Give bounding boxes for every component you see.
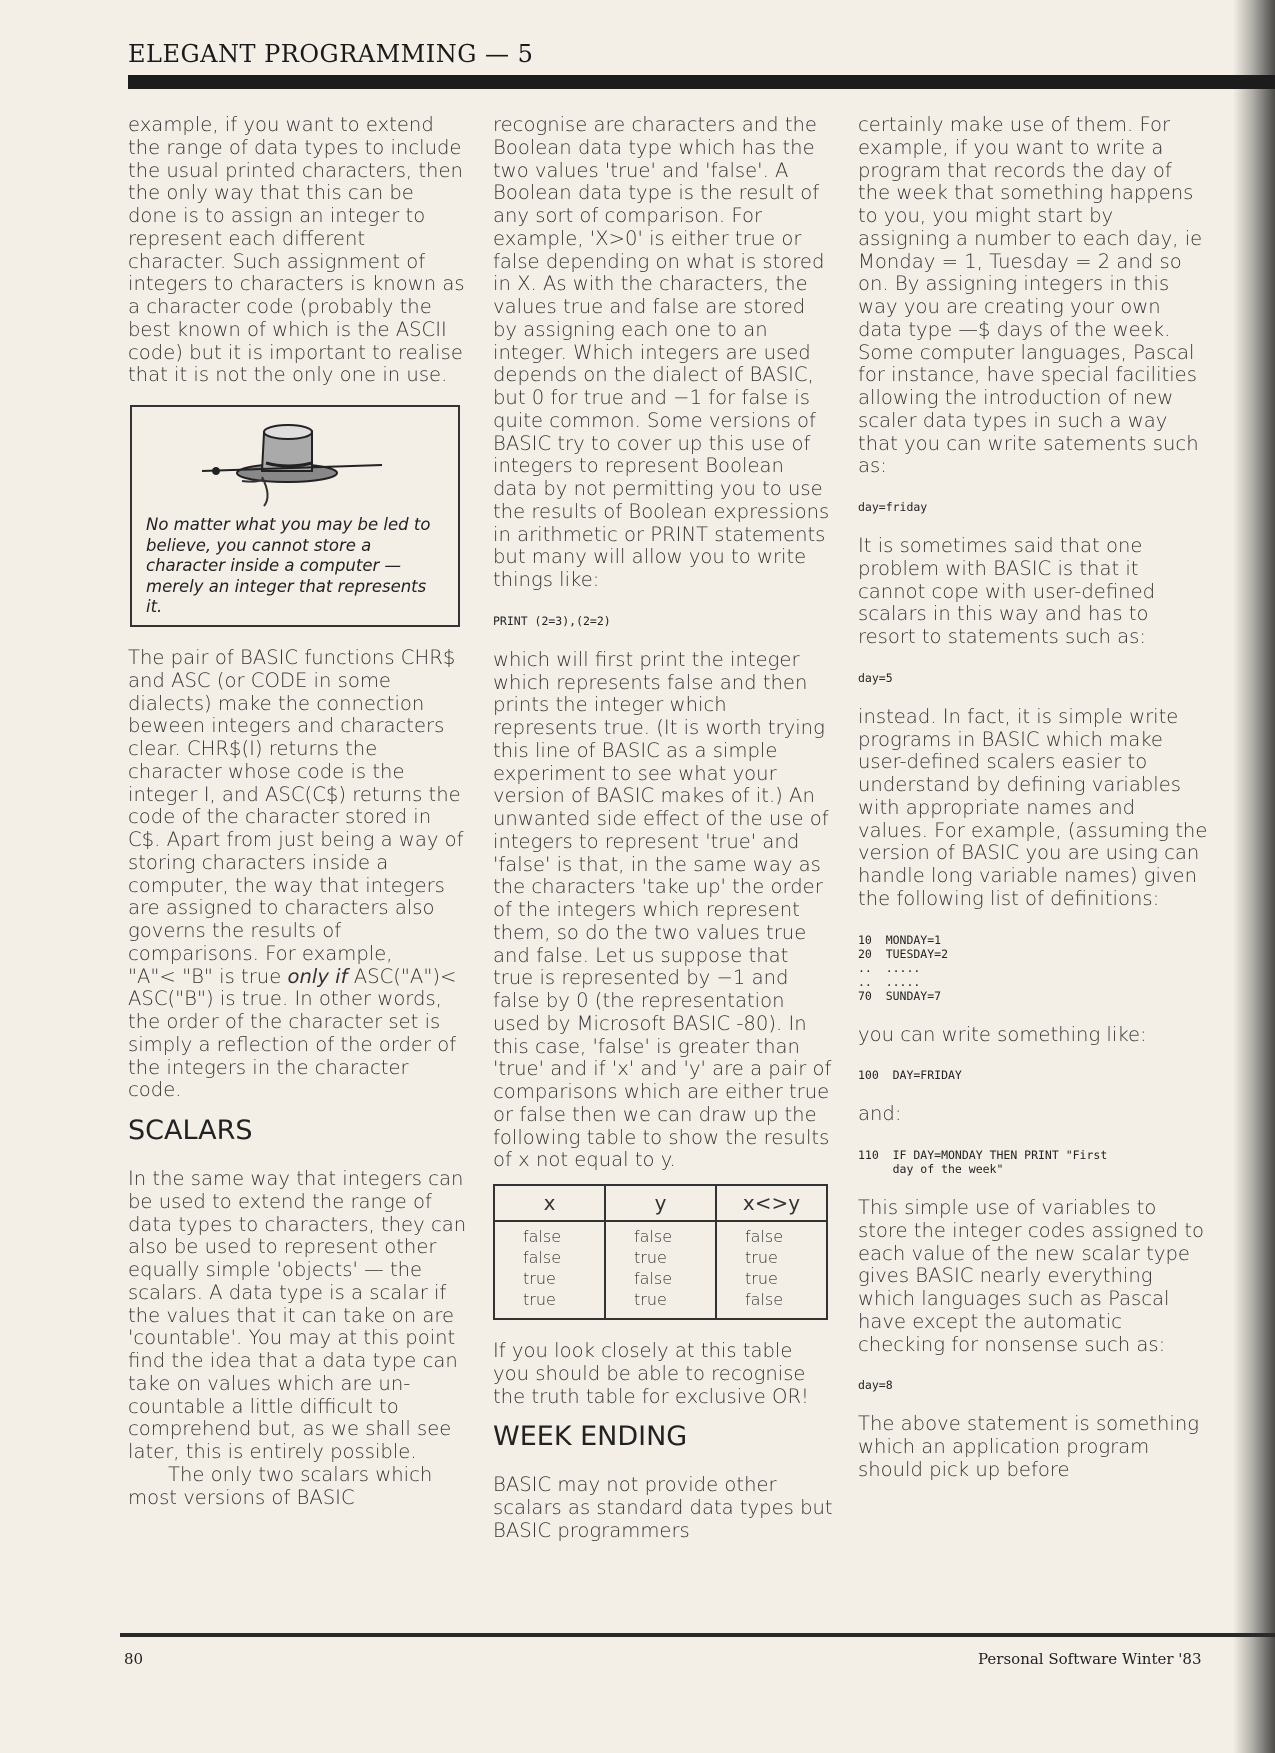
code-day-definitions: 10 MONDAY=1 20 TUESDAY=2 .. ..... .. ..... 70 SUNDAY=7 bbox=[858, 932, 949, 1003]
table-cell: true bbox=[716, 1247, 827, 1268]
code-day-friday: day=friday bbox=[858, 500, 928, 514]
truth-table bbox=[493, 1184, 828, 1320]
callout-box bbox=[130, 405, 460, 627]
column-1 bbox=[128, 114, 468, 1509]
truth-table-header-xor: x<>y bbox=[716, 1185, 827, 1221]
table-cell: false bbox=[605, 1221, 716, 1247]
table-cell: false bbox=[605, 1268, 716, 1289]
heading-week-ending: WEEK ENDING bbox=[493, 1421, 688, 1453]
comparison-example-a: "A"< "B" is true bbox=[128, 964, 288, 988]
table-cell: false bbox=[494, 1221, 605, 1247]
header-rule bbox=[128, 75, 1275, 89]
col3-paragraph-5: and: bbox=[858, 1102, 902, 1126]
table-cell: true bbox=[716, 1268, 827, 1289]
truth-table-header-x: x bbox=[494, 1185, 605, 1221]
col3-paragraph-3: instead. In fact, it is simple write programs in BASIC which make user-defined scalers easier to understand by defining variables with appropriate names and values. For example, (assuming the version of BASIC you are using can handle long variable names) given the following list of definitions: bbox=[858, 704, 1208, 910]
code-print-comparison: PRINT (2=3),(2=2) bbox=[493, 613, 611, 628]
table-cell: true bbox=[494, 1289, 605, 1319]
col3-paragraph-7: The above statement is something which an application program should pick up before bbox=[858, 1412, 1200, 1481]
col1-paragraph-3: In the same way that integers can be used to extend the range of data types to characters, they can also be used to represent other equally simple 'objects' — the scalars. A data type is a scalar if the values that it can take on are 'countable'. You may at this point find the idea that a data type can take on values which are un-countable a little difficult to comprehend but, as we shall see later, this is entirely possible. bbox=[128, 1167, 467, 1463]
col2-paragraph-3: If you look closely at this table you should be able to recognise the truth table for exclusive OR! bbox=[493, 1339, 809, 1408]
col1-paragraph-2: The pair of BASIC functions CHR$ and ASC (or CODE in some dialects) make the connection beween integers and characters clear. CHR$(I) returns the character whose code is the integer I, and ASC(C$) returns the code of the character stored in C$. Apart from just being a way of storing characters inside a computer, the way that integers are assigned to characters also governs the results of comparisons. For example, bbox=[128, 646, 464, 965]
code-day-friday-assign: 100 DAY=FRIDAY bbox=[858, 1068, 962, 1083]
comparison-example-b: ASC("A")< ASC("B") is true. In other words, the order of the character set is simply a reflection of the order of the integers in the character code. bbox=[128, 964, 457, 1102]
callout-caption: No matter what you may be led to believe, you cannot store a character inside a computer — merely an integer that represents it. bbox=[146, 515, 431, 616]
hat-illustration-icon bbox=[202, 411, 382, 511]
code-if-monday: 110 IF DAY=MONDAY THEN PRINT "First day of the week" bbox=[858, 1148, 1108, 1176]
truth-table-header bbox=[494, 1185, 827, 1221]
code-day-5: day=5 bbox=[858, 670, 893, 685]
table-cell: false bbox=[716, 1221, 827, 1247]
table-row bbox=[494, 1247, 827, 1268]
table-cell: false bbox=[494, 1247, 605, 1268]
col1-paragraph-2-example bbox=[128, 966, 468, 1103]
truth-table-header-y: y bbox=[605, 1185, 716, 1221]
col1-paragraph-4: The only two scalars which most versions of BASIC bbox=[128, 1462, 433, 1509]
col2-paragraph-1: recognise are characters and the Boolean data type which has the two values 'true' and 'false'. A Boolean data type is the result of any sort of comparison. For example, 'X>0' is either true or false depending on what is stored in X. As with the characters, the values true and false are stored by assigning each one to an integer. Which integers are used depends on the dialect of BASIC, but 0 for true and −1 for false is quite common. Some versions of BASIC try to cover up this use of integers to represent Boolean data by not permitting you to use the results of Boolean expressions in arithmetic or PRINT statements but many will allow you to write things like: bbox=[493, 113, 830, 591]
table-cell: true bbox=[605, 1289, 716, 1319]
table-cell: true bbox=[605, 1247, 716, 1268]
only-if-emphasis: only if bbox=[287, 964, 348, 988]
table-row bbox=[494, 1221, 827, 1247]
column-3 bbox=[858, 114, 1208, 1482]
column-2 bbox=[493, 114, 833, 1543]
col3-paragraph-1: certainly make use of them. For example, if you want to write a program that records the day of the week that something happens to you, you might start by assigning a number to each day, ie Monday = 1, Tuesday = 2 and so on. By assigning integers in this way you are creating your own data type —$ days of the week. Some computer languages, Pascal for instance, have special facilities allowing the introduction of new scaler data types in such a way that you can write satements such as: bbox=[858, 113, 1203, 478]
footer-rule bbox=[120, 1633, 1275, 1637]
page-number: 80 bbox=[124, 1650, 144, 1668]
col3-paragraph-4: you can write something like: bbox=[858, 1022, 1147, 1046]
publication-name: Personal Software Winter '83 bbox=[978, 1650, 1202, 1668]
page-edge-shadow bbox=[1233, 0, 1275, 1753]
col3-paragraph-6: This simple use of variables to store the integer codes assigned to each value of the new scalar type gives BASIC nearly everything which languages such as Pascal have except the automatic checking for nonsense such as: bbox=[858, 1196, 1204, 1356]
running-header-title: ELEGANT PROGRAMMING — 5 bbox=[128, 40, 534, 68]
code-day-8: day=8 bbox=[858, 1378, 893, 1393]
table-cell: true bbox=[494, 1268, 605, 1289]
col2-paragraph-4: BASIC may not provide other scalars as standard data types but BASIC programmers bbox=[493, 1473, 833, 1542]
table-cell: false bbox=[716, 1289, 827, 1319]
table-row bbox=[494, 1268, 827, 1289]
table-row bbox=[494, 1289, 827, 1319]
col1-paragraph-1: example, if you want to extend the range of data types to include the usual printed characters, then the only way that this can be done is to assign an integer to represent each different character. Such assignment of integers to characters is known as a character code (probably the best known of which is the ASCII code) but it is important to realise that it is not the only one in use. bbox=[128, 113, 465, 387]
col3-paragraph-2: It is sometimes said that one problem with BASIC is that it cannot cope with user-defined scalars in this way and has to resort to statements such as: bbox=[858, 534, 1156, 648]
col2-paragraph-2: which will first print the integer which represents false and then prints the integer which represents true. (It is worth trying this line of BASIC as a simple experiment to see what your version of BASIC makes of it.) An unwanted side effect of the use of integers to represent 'true' and 'false' is that, in the same way as the characters 'take up' the order of the integers which represent them, so do the two values true and false. Let us suppose that true is represented by −1 and false by 0 (the representation used by Microsoft BASIC -80). In this case, 'false' is greater than 'true' and if 'x' and 'y' are a pair of comparisons which are either true or false then we can draw up the following table to show the results of x not equal to y. bbox=[493, 647, 832, 1172]
heading-scalars: SCALARS bbox=[128, 1115, 253, 1146]
